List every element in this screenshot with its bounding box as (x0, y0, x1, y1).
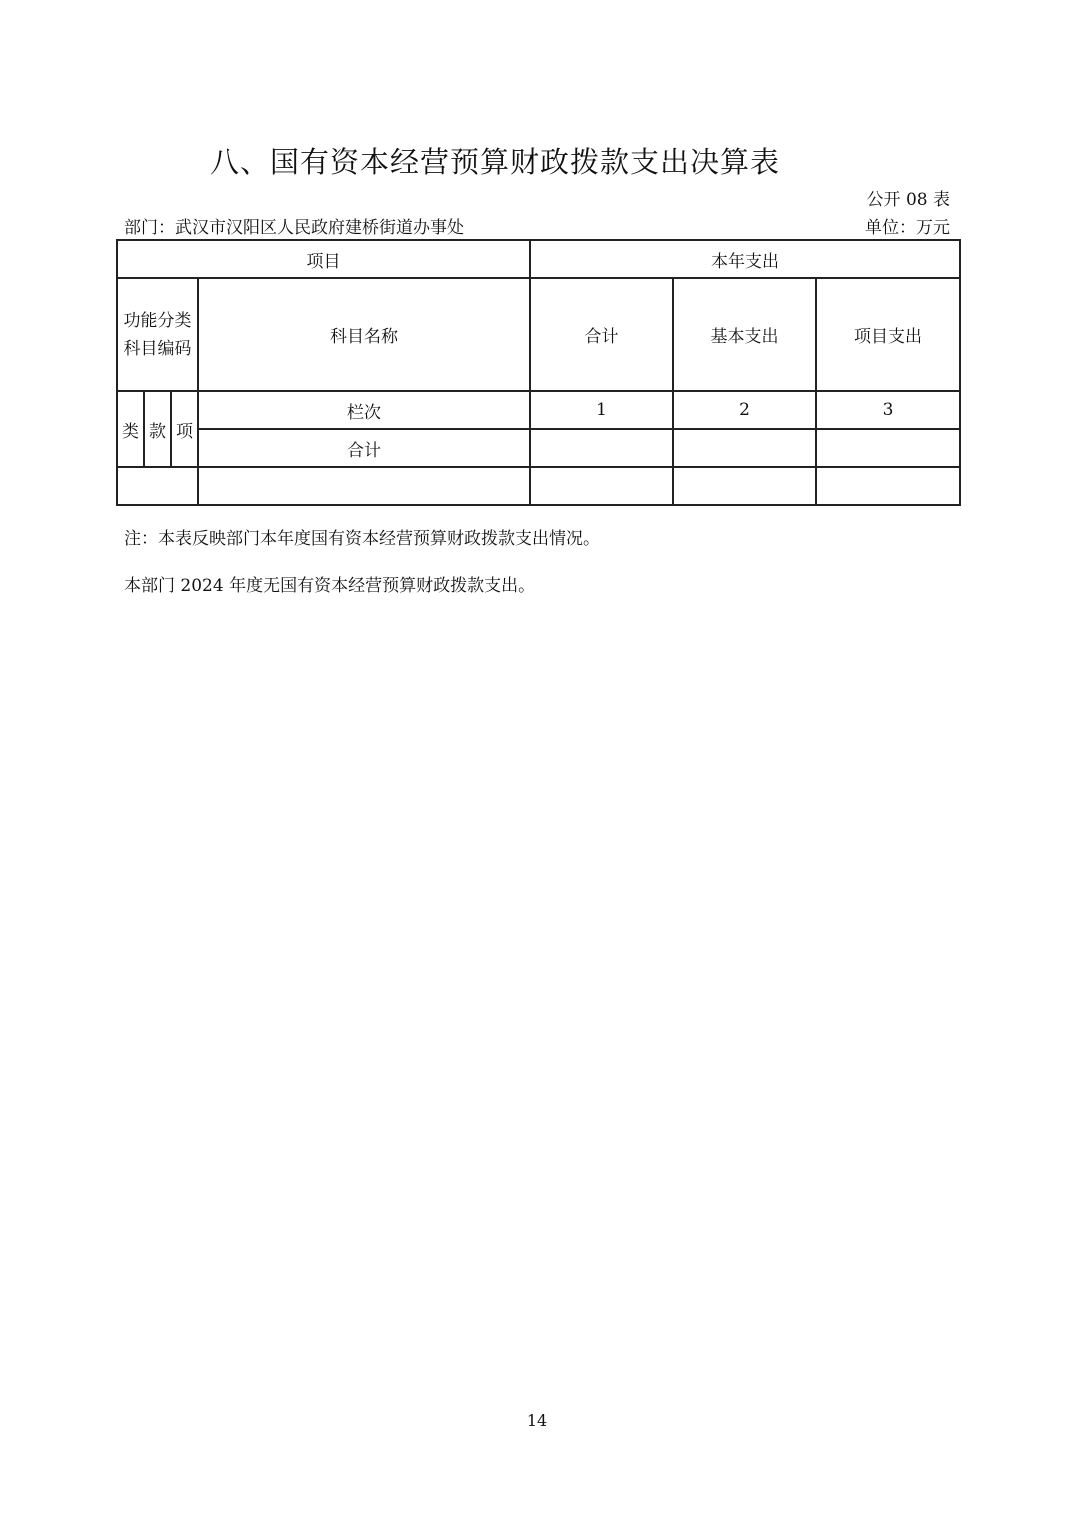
function-code-label: 功能分类科目编码 (123, 310, 192, 359)
header-total: 合计 (530, 278, 673, 391)
blank-total-cell (530, 467, 673, 505)
blank-row (117, 467, 960, 505)
code-kuan: 款 (144, 391, 171, 467)
header-subject-name: 科目名称 (198, 278, 530, 391)
page-title: 八、国有资本经营预算财政拨款支出决算表 (209, 145, 780, 179)
table-note: 注：本表反映部门本年度国有资本经营预算财政拨款支出情况。 (124, 529, 600, 549)
blank-name-cell (198, 467, 530, 505)
lanci-col-3: 3 (816, 391, 960, 429)
header-function-code (117, 278, 198, 391)
total-project-value (816, 429, 960, 467)
header-basic-expense: 基本支出 (673, 278, 816, 391)
table-header-row (117, 240, 960, 278)
total-label: 合计 (198, 429, 530, 467)
table-number: 公开 08 表 (866, 190, 950, 210)
code-lei: 类 (117, 391, 144, 467)
total-row (117, 429, 960, 467)
page-number: 14 (526, 1411, 548, 1430)
blank-project-cell (816, 467, 960, 505)
blank-basic-cell (673, 467, 816, 505)
code-xiang: 项 (171, 391, 198, 467)
header-current-year-expense: 本年支出 (530, 240, 960, 278)
lanci-row (117, 391, 960, 429)
lanci-col-1: 1 (530, 391, 673, 429)
blank-code-cell (117, 467, 198, 505)
total-value (530, 429, 673, 467)
total-basic-value (673, 429, 816, 467)
unit-label: 单位：万元 (865, 218, 950, 238)
department-label: 部门：武汉市汉阳区人民政府建桥街道办事处 (124, 218, 464, 238)
lanci-col-2: 2 (673, 391, 816, 429)
header-project-expense: 项目支出 (816, 278, 960, 391)
lanci-label: 栏次 (198, 391, 530, 429)
budget-table (116, 239, 961, 506)
no-expense-statement: 本部门 2024 年度无国有资本经营预算财政拨款支出。 (124, 576, 536, 596)
header-item: 项目 (117, 240, 530, 278)
table-subheader-row (117, 278, 960, 391)
